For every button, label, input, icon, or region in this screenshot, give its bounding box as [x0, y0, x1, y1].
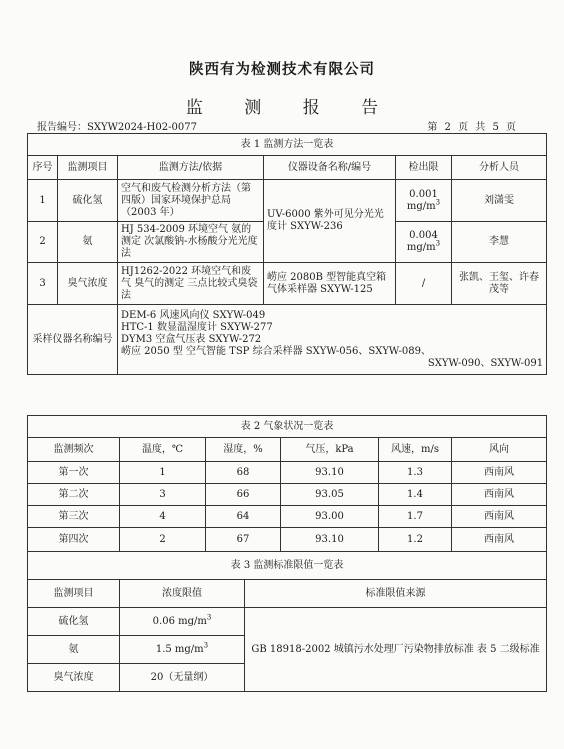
standard-source: GB 18918-2002 城镇污水处理厂污染物排放标准 表 5 二级标准 — [245, 608, 547, 692]
limit-unit-sup: 3 — [435, 239, 441, 248]
limit-text: 0.06 mg/m — [152, 615, 207, 627]
table-cell: 4 — [120, 506, 206, 528]
table-row — [28, 462, 547, 484]
table2-caption: 表 2 气象状况一览表 — [28, 416, 547, 438]
table-cell: 93.05 — [281, 484, 379, 506]
table3-header-cell: 浓度限值 — [120, 580, 245, 608]
limit-value: 0.001 — [409, 188, 438, 200]
concentration-limit — [120, 608, 245, 636]
table-cell: 93.00 — [281, 506, 379, 528]
method-table — [27, 133, 547, 375]
table-row — [28, 484, 547, 506]
report-title: 监 测 报 告 — [185, 98, 397, 118]
table-cell: 第一次 — [28, 462, 120, 484]
table1-header-cell: 监测方法/依据 — [118, 156, 264, 180]
monitor-item: 硫化氢 — [58, 180, 118, 222]
table1-header-cell: 序号 — [28, 156, 58, 180]
row-number: 2 — [28, 222, 58, 263]
table-row — [28, 528, 547, 552]
sampling-line: DEM-6 风速风向仪 SXYW-049 — [121, 309, 266, 321]
sampling-equipment — [118, 305, 547, 375]
sampling-line: 崂应 2050 型 空气智能 TSP 综合采样器 SXYW-056、SXYW-089、 — [121, 345, 431, 357]
table-row — [28, 180, 547, 222]
weather-table — [27, 415, 547, 552]
table-row — [28, 506, 547, 528]
limit-value: 0.004 — [409, 230, 438, 241]
limit-sup: 3 — [206, 613, 212, 622]
table-cell: 93.10 — [281, 528, 379, 552]
table1-caption: 表 1 监测方法一览表 — [28, 134, 547, 156]
table2-header-cell: 气压，kPa — [281, 438, 379, 462]
sampling-line: HTC-1 数显温湿度计 SXYW-277 — [121, 321, 273, 333]
table-row — [28, 608, 547, 636]
detection-limit — [396, 180, 452, 222]
table-cell: 第四次 — [28, 528, 120, 552]
detection-limit — [396, 222, 452, 263]
table1-header-cell: 监测项目 — [58, 156, 118, 180]
method-text: 空气和废气检测分析方法（第四版）国家环境保护总局（2003 年） — [118, 180, 264, 222]
table2-header-cell: 风速，m/s — [379, 438, 452, 462]
monitor-item: 氨 — [28, 636, 120, 664]
table-cell: 第二次 — [28, 484, 120, 506]
sampling-row — [28, 305, 547, 375]
sampling-label: 采样仪器名称编号 — [28, 305, 118, 375]
table3-header-row — [28, 580, 547, 608]
table-cell: 第三次 — [28, 506, 120, 528]
monitor-item: 臭气浓度 — [58, 263, 118, 305]
table2-header-cell: 风向 — [452, 438, 547, 462]
table-cell: 1 — [120, 462, 206, 484]
equipment-text: UV-6000 紫外可见分光光度计 SXYW-236 — [264, 180, 396, 263]
method-text: HJ 534-2009 环境空气 氨的测定 次氯酸钠-水杨酸分光光度法 — [118, 222, 264, 263]
table2-header-cell: 温度，℃ — [120, 438, 206, 462]
table2-header-row — [28, 438, 547, 462]
monitor-item: 硫化氢 — [28, 608, 120, 636]
table-cell: 93.10 — [281, 462, 379, 484]
table-cell: 2 — [120, 528, 206, 552]
table-cell: 68 — [206, 462, 281, 484]
analyst: 李慧 — [452, 222, 547, 263]
table-cell: 1.7 — [379, 506, 452, 528]
table1-header-cell: 检出限 — [396, 156, 452, 180]
table-row — [28, 263, 547, 305]
equipment-text: 崂应 2080B 型智能真空箱气体采样器 SXYW-125 — [264, 263, 396, 305]
standard-limit-table — [27, 551, 547, 692]
company-name: 陕西有为检测技术有限公司 — [189, 62, 375, 78]
row-number: 1 — [28, 180, 58, 222]
analyst: 张凯、王玺、许春茂等 — [452, 263, 547, 305]
method-text: HJ1262-2022 环境空气和废气 臭气的测定 三点比较式臭袋法 — [118, 263, 264, 305]
report-number: 报告编号：SXYW2024-H02-0077 — [37, 122, 197, 133]
table-cell: 66 — [206, 484, 281, 506]
concentration-limit — [120, 636, 245, 664]
limit-unit-sup: 3 — [435, 198, 441, 207]
table2-header-cell: 监测频次 — [28, 438, 120, 462]
limit-unit: mg/m — [406, 242, 436, 253]
monitor-item: 臭气浓度 — [28, 664, 120, 692]
limit-text: 20（无量纲） — [150, 671, 214, 683]
concentration-limit — [120, 664, 245, 692]
limit-unit: mg/m — [406, 200, 436, 212]
table3-caption: 表 3 监测标准限值一览表 — [28, 552, 547, 580]
monitor-item: 氨 — [58, 222, 118, 263]
table1-header-cell: 仪器设备名称/编号 — [264, 156, 396, 180]
limit-sup: 3 — [203, 641, 209, 650]
table-cell: 1.2 — [379, 528, 452, 552]
analyst: 刘潇雯 — [452, 180, 547, 222]
table1-header-cell: 分析人员 — [452, 156, 547, 180]
table1-header-row — [28, 156, 547, 180]
table-cell: 64 — [206, 506, 281, 528]
detection-limit: / — [396, 263, 452, 305]
table2-header-cell: 湿度，% — [206, 438, 281, 462]
table-cell: 西南风 — [452, 506, 547, 528]
sampling-line: DYM3 空盒气压表 SXYW-272 — [121, 333, 262, 345]
table-cell: 1.4 — [379, 484, 452, 506]
limit-text: 1.5 mg/m — [155, 643, 204, 655]
sampling-line: SXYW-090、SXYW-091 — [427, 357, 544, 369]
table3-header-cell: 标准限值来源 — [245, 580, 547, 608]
table-cell: 西南风 — [452, 462, 547, 484]
row-number: 3 — [28, 263, 58, 305]
table-cell: 西南风 — [452, 484, 547, 506]
table-cell: 西南风 — [452, 528, 547, 552]
table-cell: 1.3 — [379, 462, 452, 484]
page-info: 第 2 页 共 5 页 — [427, 122, 516, 133]
table-cell: 67 — [206, 528, 281, 552]
table-cell: 3 — [120, 484, 206, 506]
table3-header-cell: 监测项目 — [28, 580, 120, 608]
